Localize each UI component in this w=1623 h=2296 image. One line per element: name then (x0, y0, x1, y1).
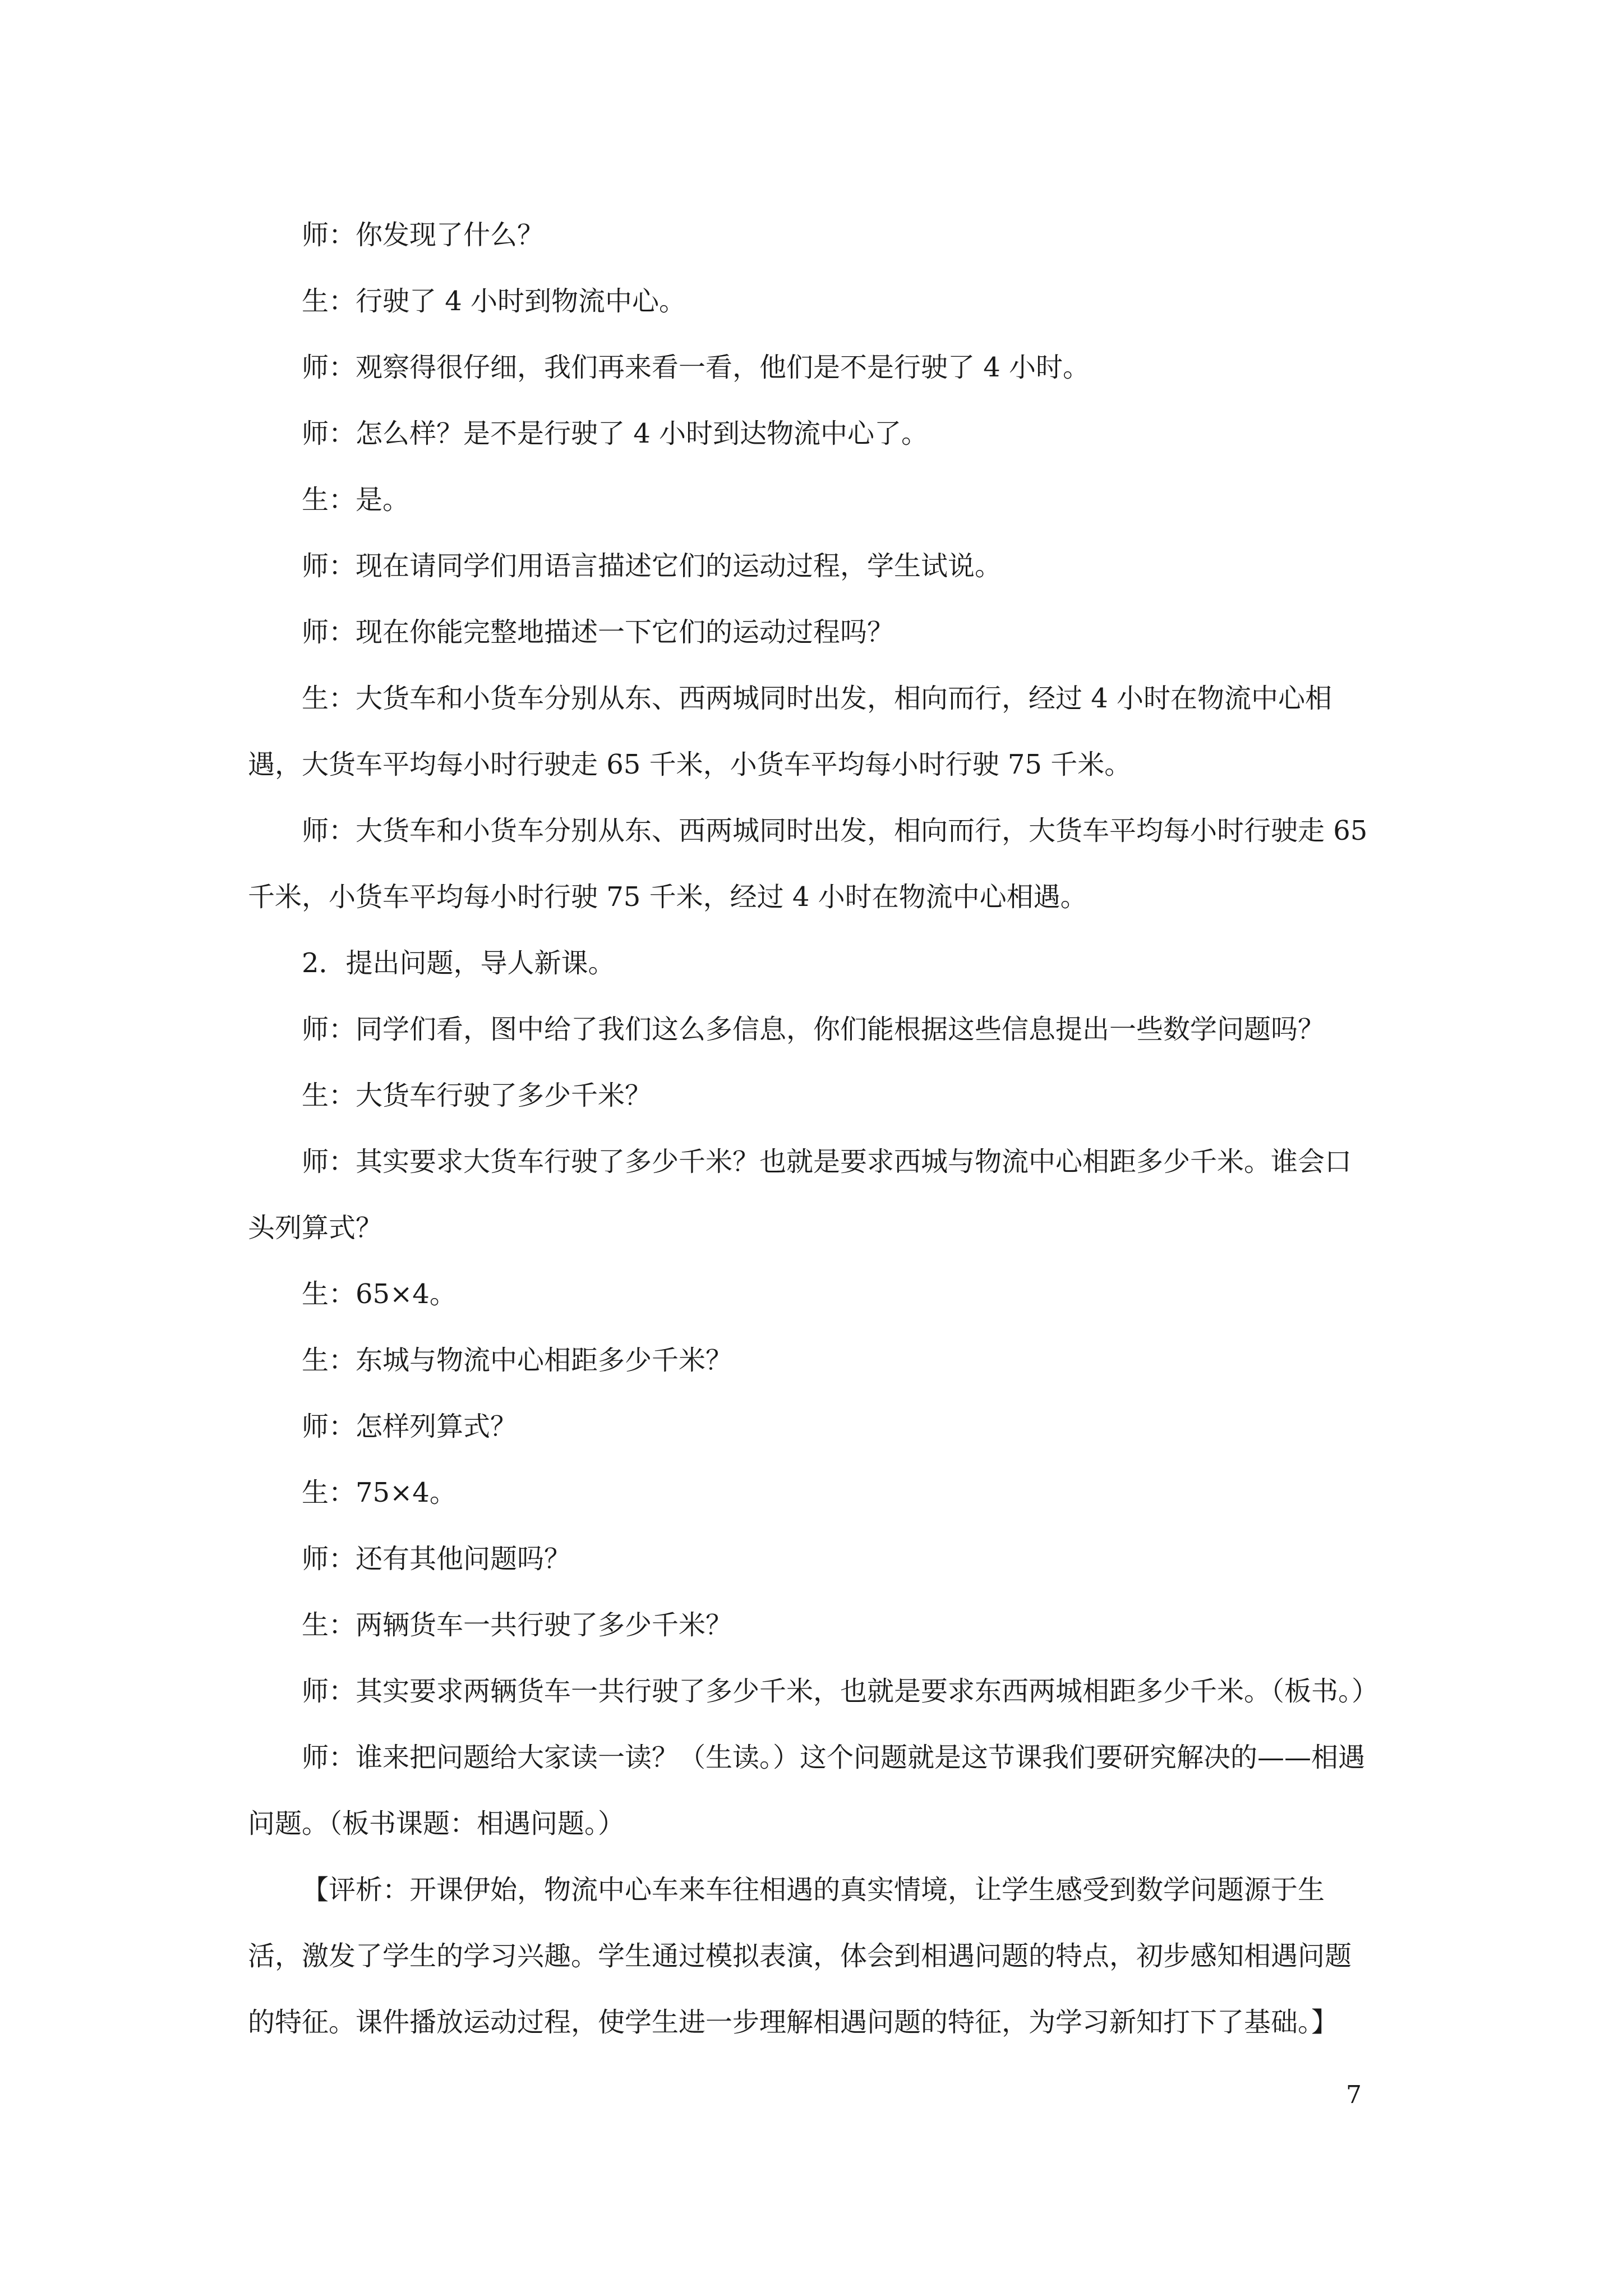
paragraph: 生：是。 (302, 484, 410, 516)
paragraph: 师：谁来把问题给大家读一读？（生读。）这个问题就是这节课我们要研究解决的——相遇问题。（板书课题：相遇问题。） (248, 1742, 1366, 1839)
paragraph: 师：怎么样？是不是行驶了 4 小时到达物流中心了。 (302, 418, 929, 449)
paragraph: 2．提出问题，导人新课。 (302, 947, 615, 979)
paragraph: 生：大货车行驶了多少千米？ (302, 1080, 652, 1111)
paragraph: 生：两辆货车一共行驶了多少千米？ (302, 1609, 733, 1641)
paragraph: 师：同学们看，图中给了我们这么多信息，你们能根据这些信息提出一些数学问题吗？ (302, 1014, 1325, 1045)
paragraph: 师：怎样列算式？ (302, 1411, 518, 1442)
paragraph: 师：你发现了什么？ (302, 219, 545, 251)
paragraph: 生：65×4。 (302, 1278, 457, 1310)
paragraph: 师：还有其他问题吗？ (302, 1543, 571, 1575)
paragraph: 生：行驶了 4 小时到物流中心。 (302, 286, 686, 317)
commentary-paragraph: 【评析：开课伊始，物流中心车来车往相遇的真实情境，让学生感受到数学问题源于生活，激发了学生的学习兴趣。学生通过模拟表演，体会到相遇问题的特点，初步感知相遇问题的特征。课件播放运动过程，使学生进一步理解相遇问题的特征，为学习新知打下了基础。】 (248, 1874, 1352, 2038)
paragraph: 师：其实要求两辆货车一共行驶了多少千米，也就是要求东西两城相距多少千米。（板书。） (302, 1676, 1379, 1707)
page-number: 7 (1346, 2081, 1362, 2109)
paragraph: 师：观察得很仔细，我们再来看一看，他们是不是行驶了 4 小时。 (302, 352, 1090, 383)
paragraph: 师：其实要求大货车行驶了多少千米？也就是要求西城与物流中心相距多少千米。谁会口头列算式？ (248, 1146, 1352, 1244)
paragraph: 生：大货车和小货车分别从东、西两城同时出发，相向而行，经过 4 小时在物流中心相遇，大货车平均每小时行驶走 65 千米，小货车平均每小时行驶 75 千米。 (248, 683, 1332, 780)
paragraph: 师：大货车和小货车分别从东、西两城同时出发，相向而行，大货车平均每小时行驶走 65 千米，小货车平均每小时行驶 75 千米，经过 4 小时在物流中心相遇。 (248, 815, 1368, 913)
lesson-transcript (248, 202, 1379, 2055)
paragraph: 生：东城与物流中心相距多少千米？ (302, 1345, 733, 1376)
paragraph: 师：现在你能完整地描述一下它们的运动过程吗？ (302, 616, 895, 648)
paragraph: 生：75×4。 (302, 1477, 457, 1508)
paragraph: 师：现在请同学们用语言描述它们的运动过程，学生试说。 (302, 550, 1002, 582)
